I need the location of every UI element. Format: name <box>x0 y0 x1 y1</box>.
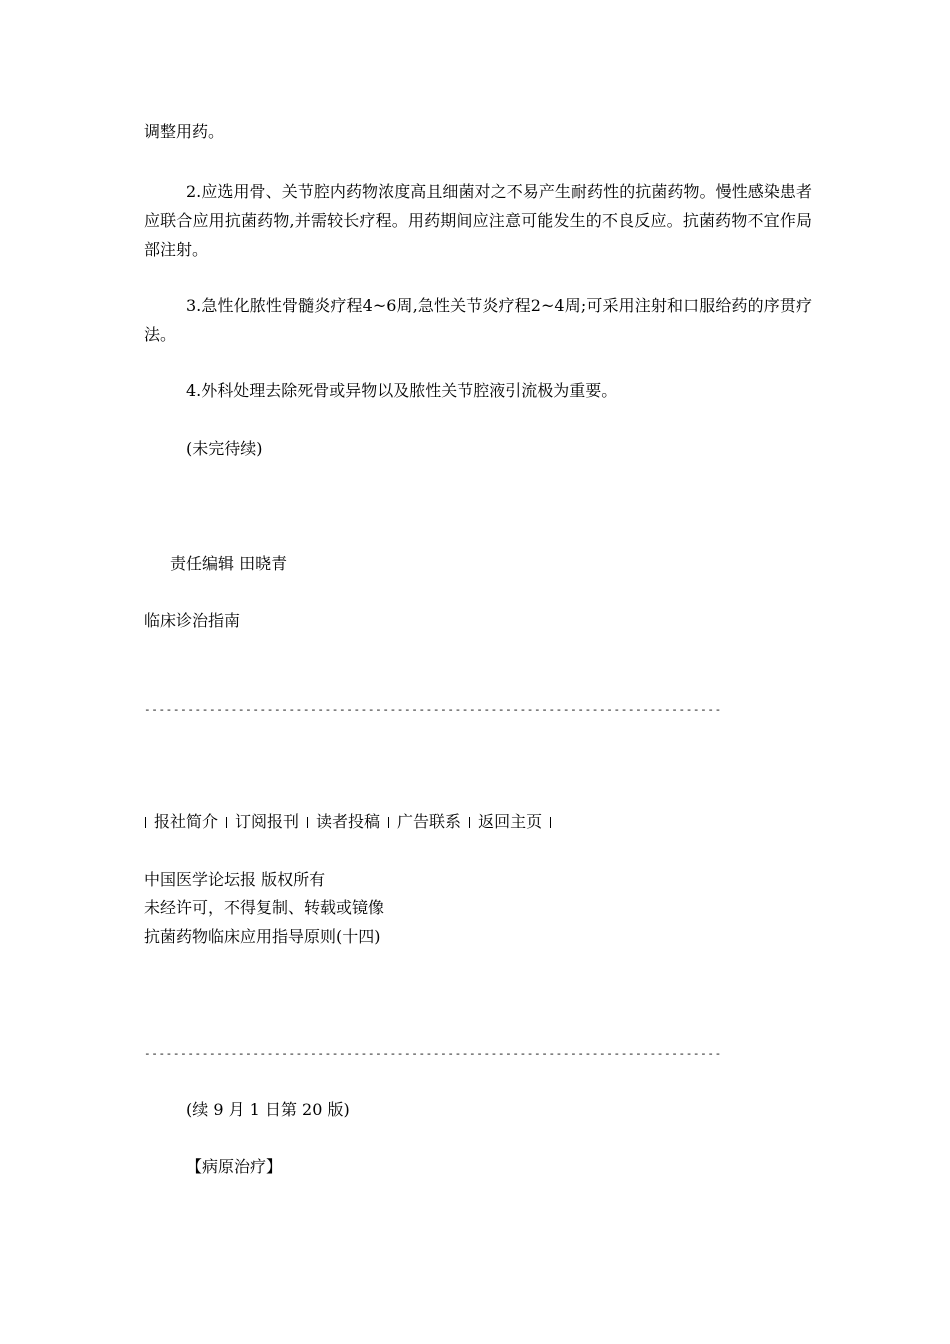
nav-ads-link[interactable]: 广告联系 <box>397 812 462 831</box>
nav-divider <box>388 817 389 828</box>
section-heading: 【病原治疗】 <box>186 1157 283 1176</box>
separator-line-2: -------------------------------------------------------------------------------- <box>144 1047 722 1060</box>
continued-from-note: (续 9 月 1 日第 20 版) <box>186 1100 350 1119</box>
nav-divider <box>226 817 227 828</box>
nav-divider <box>145 817 146 828</box>
separator-line: -------------------------------------------------------------------------------- <box>144 703 722 716</box>
nav-about-link[interactable]: 报社简介 <box>154 812 219 831</box>
column-name: 临床诊治指南 <box>144 611 241 630</box>
editor-credit: 责任编辑 田晓青 <box>170 554 288 573</box>
paragraph-4: 4.外科处理去除死骨或异物以及脓性关节腔液引流极为重要。 <box>186 381 618 400</box>
paragraph-3: 3.急性化脓性骨髓炎疗程4~6周,急性关节炎疗程2~4周;可采用注射和口服给药的序贯疗法。 <box>144 296 812 344</box>
footer-nav <box>144 812 559 832</box>
nav-submit-link[interactable]: 读者投稿 <box>316 812 381 831</box>
copyright-notice: 未经许可，不得复制、转载或镜像 <box>144 898 385 917</box>
nav-divider <box>307 817 308 828</box>
paragraph-2: 2.应选用骨、关节腔内药物浓度高且细菌对之不易产生耐药性的抗菌药物。慢性感染患者应联合应用抗菌药物,并需较长疗程。用药期间应注意可能发生的不良反应。抗菌药物不宜作局部注射。 <box>144 182 812 259</box>
nav-divider <box>469 817 470 828</box>
to-be-continued: (未完待续) <box>186 439 263 458</box>
nav-divider <box>550 817 551 828</box>
continuation-line: 调整用药。 <box>144 122 225 141</box>
next-article-title: 抗菌药物临床应用指导原则(十四) <box>144 927 381 946</box>
nav-subscribe-link[interactable]: 订阅报刊 <box>235 812 300 831</box>
copyright-owner: 中国医学论坛报 版权所有 <box>144 870 326 889</box>
nav-home-link[interactable]: 返回主页 <box>478 812 543 831</box>
